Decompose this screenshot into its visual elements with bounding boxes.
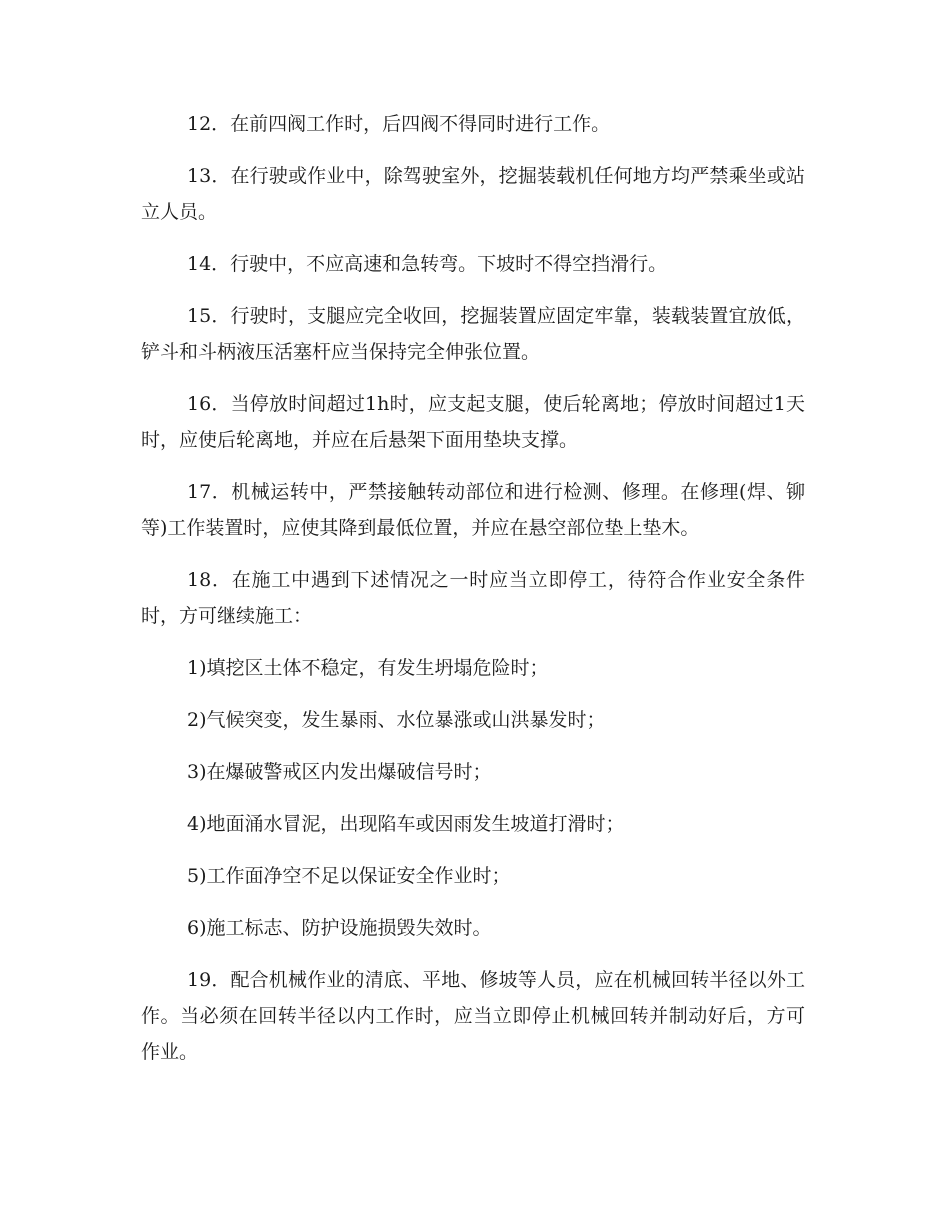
paragraph-19: 19．配合机械作业的清底、平地、修坡等人员，应在机械回转半径以外工作。当必须在回转半径以内工作时，应当立即停止机械回转并制动好后，方可作业。 [141, 969, 805, 1063]
paragraph-18: 18．在施工中遇到下述情况之一时应当立即停工，待符合作业安全条件时，方可继续施工： [141, 569, 805, 627]
paragraph-16: 16．当停放时间超过1h时，应支起支腿，使后轮离地；停放时间超过1天时，应使后轮离地，并应在后悬架下面用垫块支撑。 [141, 393, 805, 451]
paragraph-15: 15．行驶时，支腿应完全收回，挖掘装置应固定牢靠，装载装置宜放低，铲斗和斗柄液压活塞杆应当保持完全伸张位置。 [141, 305, 805, 363]
list-item-2: 2)气候突变，发生暴雨、水位暴涨或山洪暴发时； [187, 709, 606, 731]
list-item-3: 3)在爆破警戒区内发出爆破信号时； [187, 761, 492, 783]
paragraph-13: 13．在行驶或作业中，除驾驶室外，挖掘装载机任何地方均严禁乘坐或站立人员。 [141, 165, 805, 223]
paragraph-17: 17．机械运转中，严禁接触转动部位和进行检测、修理。在修理(焊、铆等)工作装置时，应使其降到最低位置，并应在悬空部位垫上垫木。 [141, 481, 805, 539]
paragraph-14: 14．行驶中，不应高速和急转弯。下坡时不得空挡滑行。 [187, 253, 668, 275]
list-item-5: 5)工作面净空不足以保证安全作业时； [187, 865, 511, 887]
list-item-1: 1)填挖区土体不稳定，有发生坍塌危险时； [187, 657, 549, 679]
list-item-6: 6)施工标志、防护设施损毁失效时。 [187, 917, 492, 939]
document-page [141, 106, 805, 1070]
list-item-4: 4)地面涌水冒泥，出现陷车或因雨发生坡道打滑时； [187, 813, 625, 835]
paragraph-12: 12．在前四阀工作时，后四阀不得同时进行工作。 [187, 113, 611, 135]
